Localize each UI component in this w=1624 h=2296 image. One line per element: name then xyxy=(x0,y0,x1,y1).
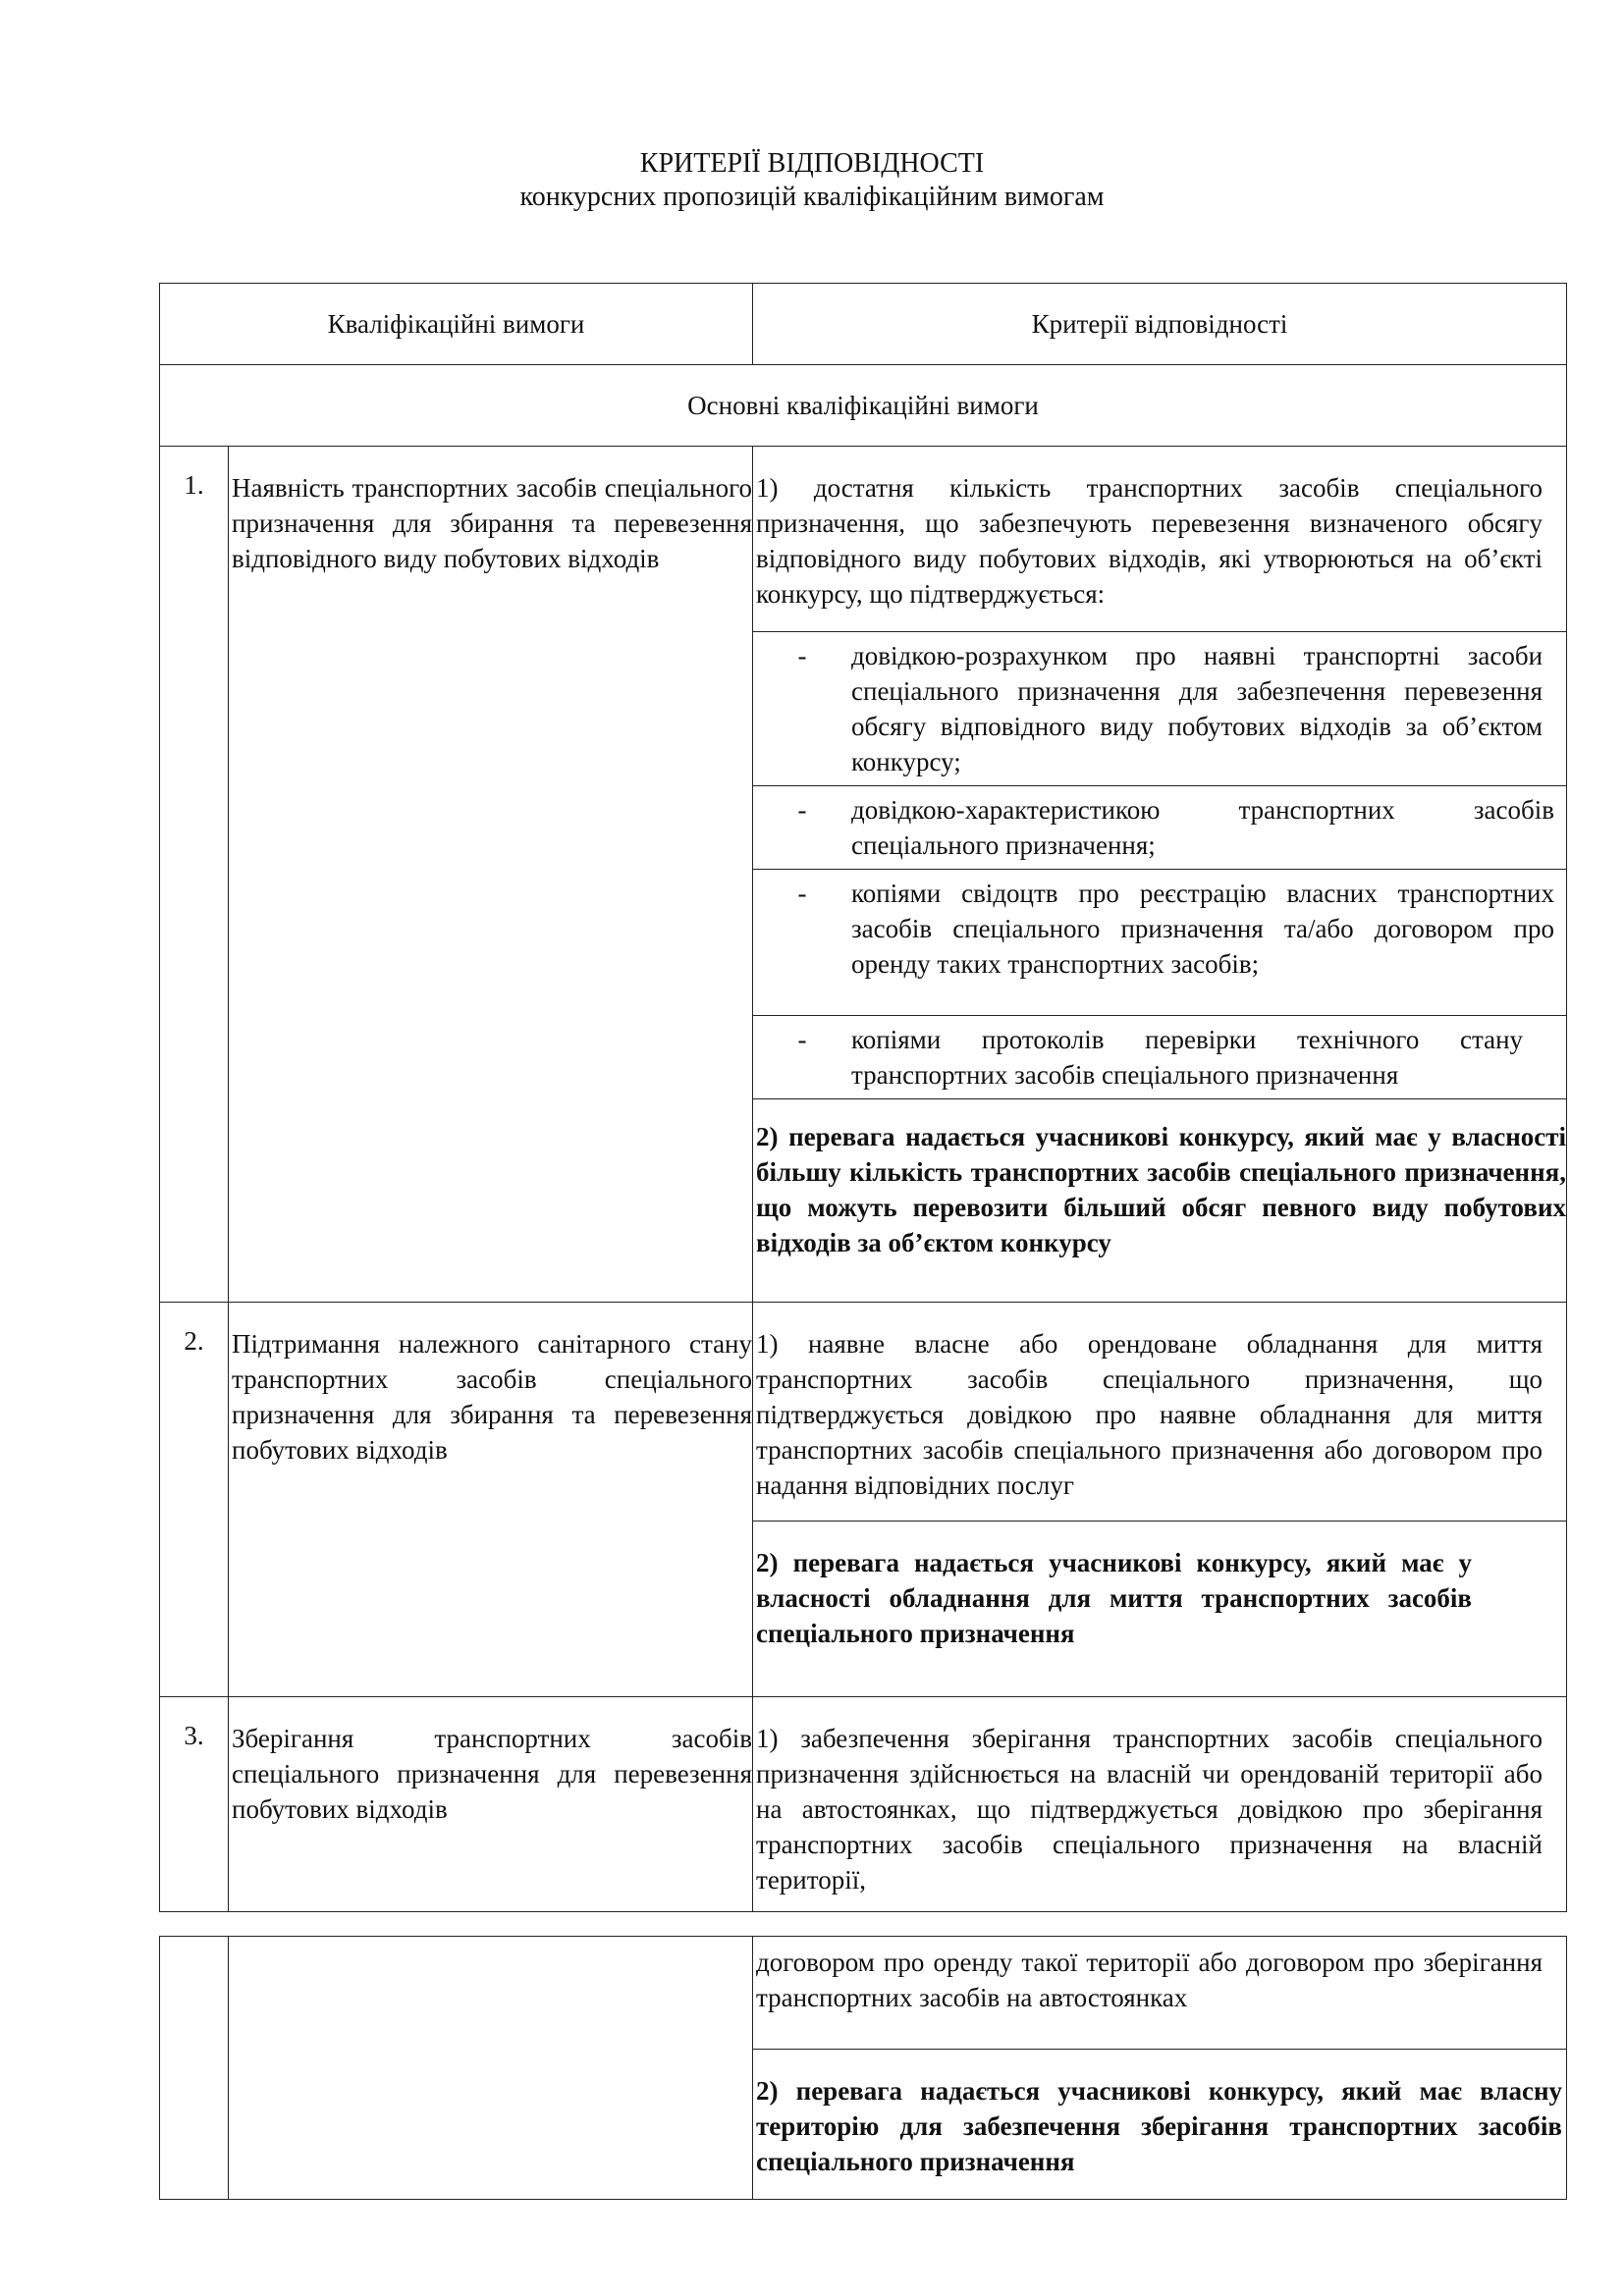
bullet-dash: - xyxy=(797,641,807,670)
document-title: КРИТЕРІЇ ВІДПОВІДНОСТІ xyxy=(639,148,985,179)
header-criteria: Критерії відповідності xyxy=(753,284,1567,365)
row-number: 2. xyxy=(160,1303,229,1697)
criterion-preference: 2) перевага надається учасникові конкурсу, який має власну територію для забезпечення зберігання транспортних засобів спеціального призначення xyxy=(753,2050,1567,2200)
criterion-bullet xyxy=(753,632,1567,786)
table-header-row xyxy=(160,284,1567,365)
table-row xyxy=(160,1697,1567,1912)
criterion-bullet xyxy=(753,870,1567,1016)
requirement-text xyxy=(229,1303,753,1697)
requirement-text xyxy=(229,1697,753,1912)
criterion-main: 1) достатня кількість транспортних засобів спеціального призначення, що забезпечують перевезення визначеного обсягу відповідного виду побутових відходів, які утворюються на об’єкті конкурсу, що підтверджується: xyxy=(753,447,1567,632)
criterion-preference: 2) перевага надається учасникові конкурсу, який має у власності більшу кількість транспортних засобів спеціального призначення, що можуть перевозити більший обсяг певного виду побутових відходів за об’єктом конкурсу xyxy=(753,1099,1567,1303)
requirement-text-content: Зберігання транспортних засобів спеціального призначення для перевезення побутових відходів xyxy=(232,1724,753,1824)
bullet-dash: - xyxy=(797,795,807,825)
row-number: 3. xyxy=(160,1697,229,1912)
section-row xyxy=(160,365,1567,447)
header-requirements: Кваліфікаційні вимоги xyxy=(160,284,753,365)
row-number-empty xyxy=(160,1937,229,2200)
row-number: 1. xyxy=(160,447,229,1303)
criteria-table xyxy=(159,283,1567,1912)
criterion-main: 1) забезпечення зберігання транспортних засобів спеціального призначення здійснюється на власній чи орендованій території або на автостоянках, що підтверджується довідкою про зберігання транспортних засобів спеціального призначення на власній території, xyxy=(753,1697,1567,1912)
criterion-main: договором про оренду такої території або договором про зберігання транспортних засобів на автостоянках xyxy=(753,1937,1567,2050)
requirement-text xyxy=(229,447,753,1303)
criteria-table-continuation xyxy=(159,1936,1567,2200)
section-title: Основні кваліфікаційні вимоги xyxy=(160,365,1567,447)
requirement-text-content: Наявність транспортних засобів спеціального призначення для збирання та перевезення відповідного виду побутових відходів xyxy=(232,473,753,573)
table-row xyxy=(160,1303,1567,1522)
requirement-empty xyxy=(229,1937,753,2200)
bullet-text: довідкою-характеристикою транспортних засобів спеціального призначення; xyxy=(851,795,1555,860)
table-row xyxy=(160,447,1567,632)
criterion-main: 1) наявне власне або орендоване обладнання для миття транспортних засобів спеціального призначення, що підтверджується довідкою про наявне обладнання для миття транспортних засобів спеціального призначення або договором про надання відповідних послуг xyxy=(753,1303,1567,1522)
document-subtitle: конкурсних пропозицій кваліфікаційним вимогам xyxy=(519,182,1105,212)
bullet-text: довідкою-розрахунком про наявні транспортні засоби спеціального призначення для забезпечення перевезення обсягу відповідного виду побутових відходів за об’єктом конкурсу; xyxy=(851,641,1543,776)
requirement-text-content: Підтримання належного санітарного стану транспортних засобів спеціального призначення для збирання та перевезення побутових відходів xyxy=(232,1329,753,1465)
table-row xyxy=(160,1937,1567,2050)
bullet-dash: - xyxy=(797,1025,807,1054)
criterion-preference: 2) перевага надається учасникові конкурсу, який має у власності обладнання для миття транспортних засобів спеціального призначення xyxy=(753,1522,1567,1697)
bullet-text: копіями свідоцтв про реєстрацію власних транспортних засобів спеціального призначення та/або договором про оренду таких транспортних засобів; xyxy=(851,879,1555,979)
criterion-bullet xyxy=(753,786,1567,870)
bullet-text: копіями протоколів перевірки технічного стану транспортних засобів спеціального призначення xyxy=(851,1025,1524,1090)
bullet-dash: - xyxy=(797,879,807,908)
criterion-bullet xyxy=(753,1016,1567,1099)
